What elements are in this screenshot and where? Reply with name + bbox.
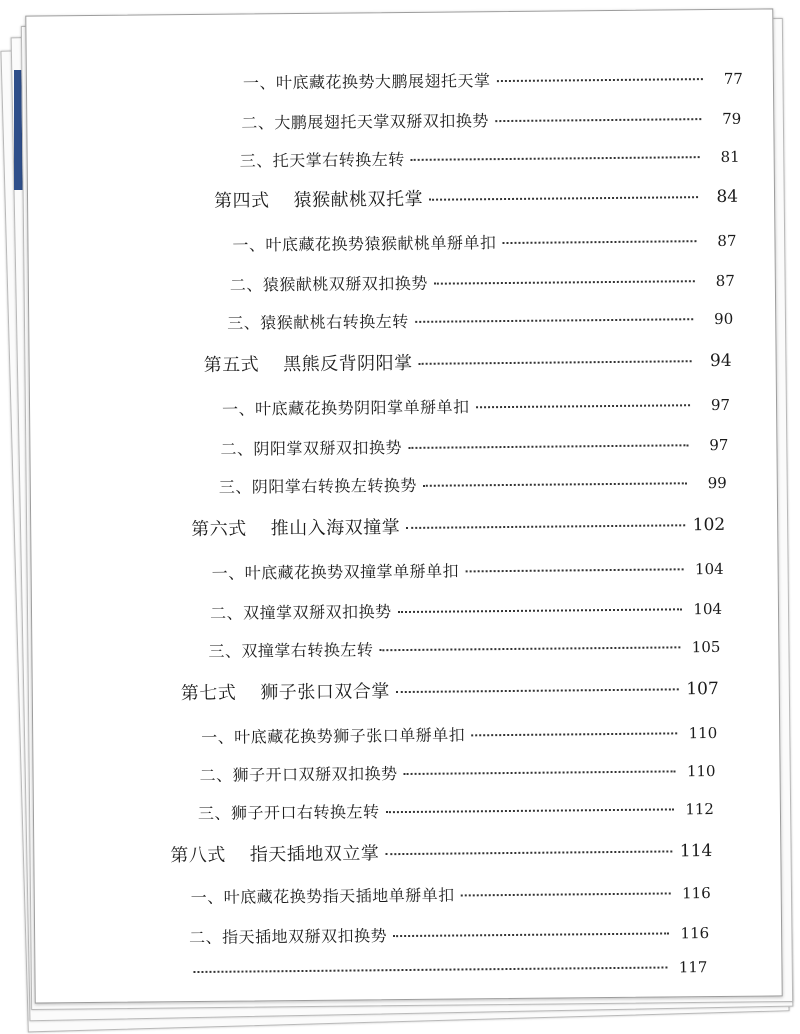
toc-entry-title (191, 513, 400, 541)
toc-entry-title: 一、叶底藏花换势阴阳掌单掰单扣 (221, 397, 470, 419)
toc-entry-title (170, 839, 379, 867)
toc-page-number: 105 (691, 637, 721, 657)
dot-leader (419, 360, 692, 365)
toc-entry-title: 一、叶底藏花换势猿猴献桃单掰单扣 (232, 233, 497, 255)
toc-page-number: 94 (709, 350, 732, 372)
toc-section-entry[interactable] (241, 106, 741, 134)
toc-page-number: 97 (709, 435, 729, 455)
toc-chapter-title: 推山入海双撞掌 (270, 517, 401, 540)
toc-chapter-number: 第六式 (191, 518, 247, 541)
toc-chapter-entry[interactable] (191, 510, 725, 541)
toc-section-entry[interactable] (220, 432, 728, 460)
toc-page-number: 117 (678, 958, 708, 977)
toc-section-entry[interactable] (230, 268, 735, 296)
toc-section-entry[interactable] (208, 634, 720, 662)
toc-page-number: 87 (715, 271, 735, 290)
dot-leader (385, 850, 672, 855)
toc-page-number: 110 (686, 762, 716, 781)
toc-chapter-title: 狮子张口双合掌 (260, 681, 390, 704)
dot-leader (411, 156, 700, 161)
toc-entry-title (214, 185, 423, 213)
toc-entry-title: 二、阴阳掌双掰双扣换势 (220, 438, 403, 459)
toc-page-number: 81 (720, 147, 740, 166)
toc-section-entry[interactable] (201, 720, 717, 748)
toc-page-number: 104 (694, 559, 724, 579)
toc-section-entry[interactable] (210, 596, 722, 624)
toc-entry-title: 一、叶底藏花换势狮子张口单掰单扣 (201, 725, 466, 747)
toc-chapter-entry[interactable] (170, 836, 712, 867)
dot-leader (476, 404, 690, 408)
toc-entry-title: 二、指天插地双掰双扣换势 (189, 926, 388, 948)
dot-leader (465, 568, 683, 572)
toc-entry-title: 二、大鹏展翅托天掌双掰双扣换势 (241, 111, 489, 133)
dot-leader (193, 966, 667, 973)
toc-section-entry[interactable] (243, 66, 743, 94)
toc-section-entry[interactable] (191, 880, 711, 908)
toc-chapter-number: 第四式 (213, 190, 270, 212)
table-of-contents (26, 9, 772, 977)
dot-leader (379, 646, 680, 651)
toc-section-entry[interactable] (198, 796, 714, 824)
dot-leader (502, 240, 696, 244)
toc-entry-title: 三、狮子开口右转换左转 (197, 802, 380, 823)
toc-page-number: 79 (722, 109, 742, 128)
toc-chapter-entry[interactable] (181, 674, 719, 705)
toc-page-number: 99 (707, 473, 727, 493)
toc-page-number: 90 (714, 309, 734, 329)
toc-section-entry[interactable] (227, 306, 733, 334)
toc-page-number: 112 (685, 800, 715, 819)
toc-section-entry[interactable] (212, 556, 724, 584)
toc-section-entry[interactable] (240, 144, 740, 172)
toc-chapter-entry[interactable] (204, 346, 732, 377)
toc-page-number: 107 (686, 678, 719, 700)
toc-section-entry[interactable] (232, 228, 736, 256)
toc-section-entry[interactable] (222, 392, 730, 420)
toc-page-number: 84 (716, 186, 739, 207)
dot-leader (495, 118, 701, 122)
toc-entry-title: 二、双撞掌双掰双扣换势 (209, 602, 392, 623)
toc-entry-title: 一、叶底藏花换势大鹏展翅托天掌 (242, 71, 491, 93)
toc-chapter-entry[interactable] (214, 182, 738, 213)
toc-entry-title: 三、托天掌右转换左转 (239, 149, 405, 171)
toc-page (25, 8, 782, 1003)
toc-entry-title (204, 349, 413, 377)
toc-section-entry[interactable] (219, 470, 727, 498)
dot-leader (398, 608, 682, 613)
toc-chapter-number: 第八式 (170, 844, 226, 867)
dot-leader (408, 444, 688, 449)
toc-page-number: 116 (682, 884, 711, 903)
toc-chapter-number: 第五式 (203, 354, 260, 376)
toc-page-number: 102 (692, 514, 726, 536)
toc-entry-title: 一、叶底藏花换势指天插地单掰单扣 (190, 885, 455, 908)
dot-leader (471, 732, 677, 736)
toc-page-number: 97 (710, 395, 731, 415)
toc-entry-title: 三、阴阳掌右转换左转换势 (218, 475, 417, 497)
toc-entry-title: 二、狮子开口双掰双扣换势 (199, 764, 398, 785)
toc-entry-title: 一、叶底藏花换势双撞掌单掰单扣 (211, 561, 460, 583)
toc-entry-title: 二、猿猴献桃双掰双扣换势 (229, 273, 428, 295)
dot-leader (393, 932, 669, 937)
toc-page-number: 110 (688, 724, 718, 743)
dot-leader (404, 770, 676, 775)
toc-chapter-title: 指天插地双立掌 (249, 843, 380, 866)
toc-chapter-title: 猿猴献桃双托掌 (293, 188, 424, 212)
dot-leader (415, 318, 693, 323)
toc-page-number: 87 (717, 231, 737, 250)
toc-section-entry[interactable] (187, 958, 707, 981)
toc-section-entry[interactable] (189, 920, 709, 948)
toc-entry-title: 三、双撞掌右转换左转 (208, 640, 374, 661)
dot-leader (434, 280, 695, 285)
toc-section-entry[interactable] (199, 758, 715, 786)
toc-entry-title: 三、猿猴献桃右转换左转 (227, 311, 409, 333)
toc-page-number: 104 (693, 599, 723, 619)
dot-leader (496, 78, 702, 82)
dot-leader (429, 196, 698, 201)
toc-page-number: 77 (723, 69, 744, 88)
toc-entry-title (181, 677, 390, 705)
dot-leader (461, 892, 671, 896)
toc-chapter-number: 第七式 (180, 682, 237, 705)
dot-leader (385, 808, 673, 813)
dot-leader (423, 482, 687, 487)
toc-page-number: 116 (680, 924, 710, 943)
toc-page-number: 114 (679, 841, 713, 862)
dot-leader (396, 688, 679, 693)
dot-leader (406, 524, 685, 529)
toc-chapter-title: 黑熊反背阴阳掌 (283, 352, 413, 376)
